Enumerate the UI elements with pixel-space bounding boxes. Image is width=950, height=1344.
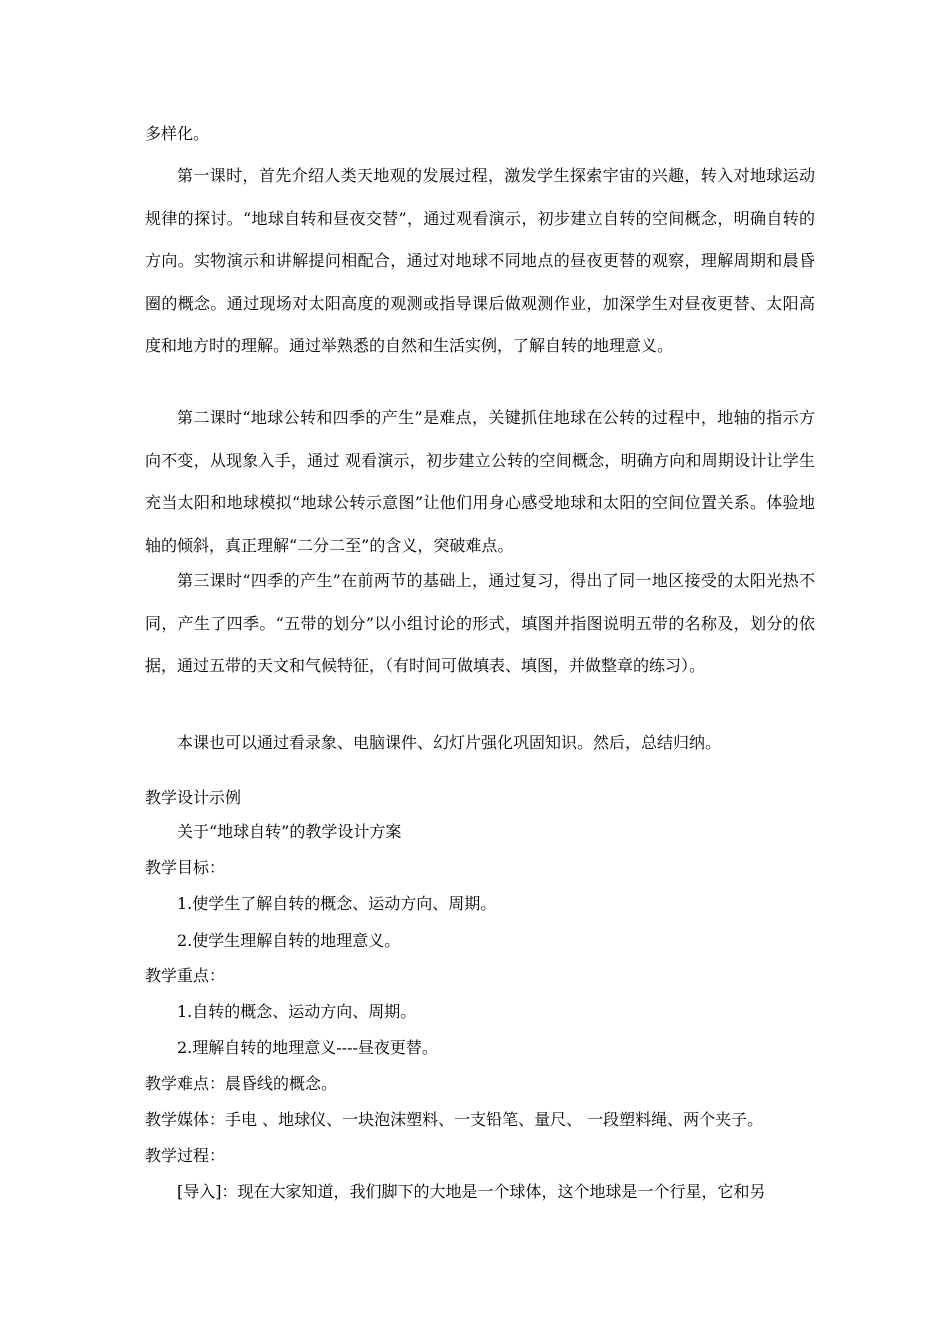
key-point-2: 2.理解自转的地理意义----昼夜更替。 bbox=[177, 1038, 438, 1057]
design-title: 关于“地球自转”的教学设计方案 bbox=[177, 822, 402, 841]
goals-label: 教学目标： bbox=[145, 858, 226, 877]
paragraph-summary: 本课也可以通过看录象、电脑课件、幻灯片强化巩固知识。然后，总结归纳。 bbox=[177, 733, 722, 752]
goal-item-2: 2.使学生理解自转的地理意义。 bbox=[177, 931, 401, 950]
media-line: 教学媒体：手电 、地球仪、一块泡沫塑料、一支铅笔、量尺、 一段塑料绳、两个夹子。 bbox=[145, 1110, 764, 1129]
process-label: 教学过程： bbox=[145, 1146, 226, 1165]
paragraph-lesson-2: 第二课时“地球公转和四季的产生”是难点，关键抓住地球在公转的过程中，地轴的指示方向不变，从现象入手，通过 观看演示，初步建立公转的空间概念，明确方向和周期设计让学生充当太阳和地球模拟“地球公转示意图”让他们用身心感受地球和太阳的空间位置关系。体验地轴的倾斜，真正理解“二分二至”的含义，突破难点。 bbox=[145, 408, 815, 555]
intro-line: [导入]：现在大家知道，我们脚下的大地是一个球体，这个地球是一个行星，它和另 bbox=[177, 1182, 766, 1201]
key-point-1: 1.自转的概念、运动方向、周期。 bbox=[177, 1002, 417, 1021]
goal-item-1: 1.使学生了解自转的概念、运动方向、周期。 bbox=[177, 894, 497, 913]
difficulty-line: 教学难点：晨昏线的概念。 bbox=[145, 1074, 338, 1093]
paragraph-continuation: 多样化。 bbox=[145, 124, 210, 143]
key-points-label: 教学重点： bbox=[145, 966, 226, 985]
section-heading: 教学设计示例 bbox=[145, 788, 242, 807]
paragraph-lesson-1: 第一课时，首先介绍人类天地观的发展过程，激发学生探索宇宙的兴趣，转入对地球运动规律的探讨。“地球自转和昼夜交替”，通过观看演示，初步建立自转的空间概念，明确自转的方向。实物演示和讲解提问相配合，通过对地球不同地点的昼夜更替的观察，理解周期和晨昏圈的概念。通过现场对太阳高度的观测或指导课后做观测作业，加深学生对昼夜更替、太阳高度和地方时的理解。通过举熟悉的自然和生活实例，了解自转的地理意义。 bbox=[145, 166, 815, 356]
paragraph-lesson-3: 第三课时“四季的产生”在前两节的基础上，通过复习，得出了同一地区接受的太阳光热不同，产生了四季。“五带的划分”以小组讨论的形式，填图并指图说明五带的名称及，划分的依据，通过五带的天文和气候特征，（有时间可做填表、填图，并做整章的练习）。 bbox=[145, 571, 815, 676]
